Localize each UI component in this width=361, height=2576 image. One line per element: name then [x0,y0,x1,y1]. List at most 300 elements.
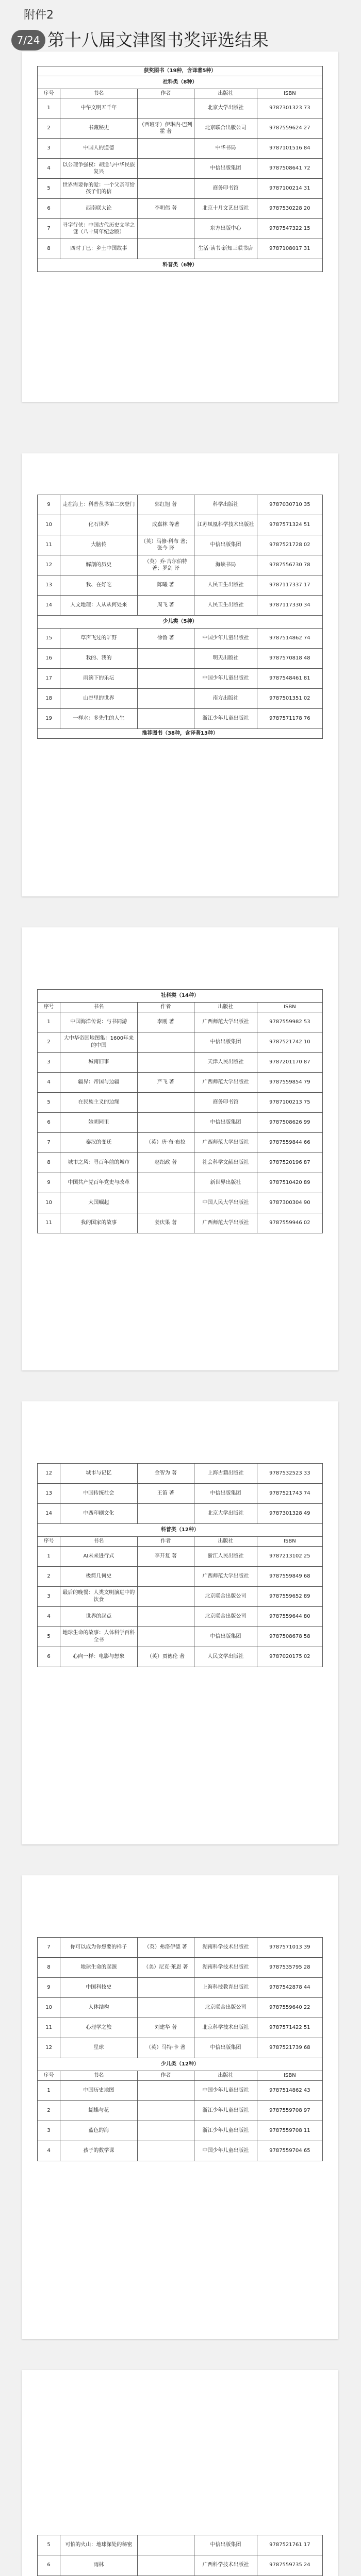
book-title: 心向一样：电影与想象 [60,1647,137,1667]
book-title: 在民族主义的边缘 [60,1092,137,1112]
book-author: （英）马特·卡 著 [137,2038,194,2058]
row-index: 7 [38,219,60,239]
book-author [137,2555,194,2575]
book-author: 成嘉林 等著 [137,515,194,535]
book-title: 极简几何史 [60,1566,137,1586]
row-index: 6 [38,1112,60,1132]
book-title: 大脑传 [60,535,137,555]
row-index: 12 [38,2038,60,2058]
table-header-row [38,89,323,98]
book-publisher: 北京联合出版公司 [194,1586,257,1606]
book-author [137,239,194,259]
row-index: 3 [38,139,60,159]
book-author [137,2080,194,2100]
row-index: 4 [38,159,60,179]
row-index: 9 [38,495,60,515]
book-author [137,1606,194,1626]
book-author: 周飞 著 [137,596,194,616]
table-row [38,575,323,596]
book-title: 中国传统社会 [60,1484,137,1504]
row-index: 5 [38,179,60,199]
book-title: 孩子的数学课 [60,2141,137,2161]
book-isbn: 9787514862 43 [257,2080,322,2100]
book-publisher: 商务印书馆 [194,179,257,199]
book-author [137,1112,194,1132]
book-isbn: 9787571422 51 [257,2018,322,2038]
book-isbn: 9787559946 02 [257,1213,322,1233]
book-publisher: 湖南科学技术出版社 [194,1958,257,1978]
book-publisher: 中信出版集团 [194,159,257,179]
book-author [137,2141,194,2161]
table-row [38,98,323,118]
book-author [137,689,194,709]
book-author: （英）乔·吉尔伯特 著；罗剑 译 [137,555,194,575]
book-author [137,139,194,159]
col-publisher-header: 出版社 [194,1537,257,1547]
book-publisher: 广西师范大学出版社 [194,1072,257,1092]
book-author [137,1566,194,1586]
book-title: 中国海洋传说：与书同游 [60,1012,137,1032]
book-isbn: 9787559704 65 [257,2141,322,2161]
table-row [38,1112,323,1132]
table-row [38,118,323,139]
book-title: 中西印刷文化 [60,1504,137,1524]
book-publisher: 广西师范大学出版社 [194,1132,257,1153]
book-author: （美）尼克·莱恩 著 [137,1958,194,1978]
row-index: 14 [38,1504,60,1524]
table-row [38,596,323,616]
book-isbn: 9787559652 89 [257,1586,322,1606]
row-index: 6 [38,199,60,219]
book-title: 可怕的火山：地球深处的秘密 [60,2535,137,2555]
book-publisher: 北京大学出版社 [194,98,257,118]
book-publisher: 社会科学文献出版社 [194,1153,257,1173]
book-title: 心理学之旅 [60,2018,137,2038]
col-index-header: 序号 [38,1537,60,1547]
book-publisher: 科学出版社 [194,495,257,515]
table-row [38,2038,323,2058]
table-row [38,239,323,259]
table-row [38,649,323,669]
book-publisher: 中信出版集团 [194,1484,257,1504]
book-publisher: 东方出版中心 [194,219,257,239]
row-index: 7 [38,1938,60,1958]
table-row [38,2080,323,2100]
row-index: 1 [38,98,60,118]
book-publisher: 人民卫生出版社 [194,575,257,596]
book-isbn: 9787520196 87 [257,1153,322,1173]
table-row [38,199,323,219]
row-index: 19 [38,709,60,729]
book-publisher: 中国少年儿童出版社 [194,629,257,649]
book-author [137,1998,194,2018]
book-author: （英）唐·布·布拉 [137,1132,194,1153]
book-isbn: 9787559624 27 [257,118,322,139]
book-isbn: 9787571013 39 [257,1938,322,1958]
book-publisher: 浙江少年儿童出版社 [194,2100,257,2121]
results-table-page-4 [37,1463,323,1667]
col-author-header: 作者 [137,1003,194,1012]
col-author-header: 作者 [137,89,194,98]
row-index: 16 [38,649,60,669]
table-row [38,1173,323,1193]
book-isbn: 9787301323 73 [257,98,322,118]
book-title: 城南旧事 [60,1052,137,1072]
book-isbn: 9787508678 58 [257,1626,322,1647]
col-isbn-header: ISBN [257,1003,322,1012]
book-publisher: 中国人民大学出版社 [194,1193,257,1213]
row-index: 11 [38,535,60,555]
book-author [137,2535,194,2555]
book-isbn: 9787559982 53 [257,1012,322,1032]
category-band-label: 少儿类（5种） [38,616,323,629]
category-band-label: 科普类（12种） [38,1524,323,1537]
row-index: 3 [38,1586,60,1606]
table-row [38,2121,323,2141]
book-isbn: 9787501351 02 [257,689,322,709]
book-publisher: 北京科学技术出版社 [194,2018,257,2038]
table-row [38,1998,323,2018]
row-index: 11 [38,1213,60,1233]
category-band [38,76,323,89]
row-index: 5 [38,2535,60,2555]
row-index: 12 [38,555,60,575]
book-author: （英）弗洛伊德 著 [137,1938,194,1958]
book-title: 地球生命的故事：人体科学百科全书 [60,1626,137,1647]
book-isbn: 9787301328 49 [257,1504,322,1524]
table-row [38,2141,323,2161]
book-author: 李刚 著 [137,1012,194,1032]
table-row [38,689,323,709]
col-isbn-header: ISBN [257,89,322,98]
table-row [38,2100,323,2121]
book-author: 赵绍政 著 [137,1153,194,1173]
book-title: 蓝色的海 [60,2121,137,2141]
book-isbn: 9787535795 28 [257,1958,322,1978]
book-title: 人体结构 [60,1998,137,2018]
book-author: 李明伟 著 [137,199,194,219]
book-isbn: 9787117330 34 [257,596,322,616]
book-isbn: 9787571324 51 [257,515,322,535]
category-band-label: 社科类（14种） [38,990,323,1003]
book-isbn: 9787559708 11 [257,2121,322,2141]
book-author: （西班牙）伊琳内·巴列霍 著 [137,118,194,139]
table-row [38,535,323,555]
row-index: 13 [38,575,60,596]
book-isbn: 9787547322 15 [257,219,322,239]
book-title: 中国人的道德 [60,139,137,159]
row-index: 8 [38,1958,60,1978]
row-index: 10 [38,1193,60,1213]
row-index: 18 [38,689,60,709]
book-isbn: 9787521739 68 [257,2038,322,2058]
book-isbn: 9787559644 80 [257,1606,322,1626]
col-author-header: 作者 [137,2071,194,2081]
row-index: 10 [38,1998,60,2018]
book-title: 大国崛起 [60,1193,137,1213]
book-publisher: 生活·读书·新知三联书店 [194,239,257,259]
book-isbn: 9787020175 02 [257,1647,322,1667]
book-publisher: 新世界出版社 [194,1173,257,1193]
table-row [38,669,323,689]
table-row [38,1193,323,1213]
book-isbn: 9787521728 02 [257,535,322,555]
book-author: 郭红旭 著 [137,495,194,515]
table-row [38,1464,323,1484]
document-title: 第十八届文津图书奖评选结果 [47,30,269,50]
book-publisher: 海峡书局 [194,555,257,575]
category-band [38,1524,323,1537]
book-isbn: 9787213102 25 [257,1546,322,1566]
table-row [38,1958,323,1978]
book-author [137,159,194,179]
book-title: 四时丁巳：乡土中国故事 [60,239,137,259]
table-row [38,1092,323,1112]
table-row [38,709,323,729]
row-index: 4 [38,2141,60,2161]
category-band-label: 少儿类（12种） [38,2058,323,2071]
book-title: 星球 [60,2038,137,2058]
book-author: 金智为 著 [137,1464,194,1484]
table-row [38,555,323,575]
book-publisher: 中国少年儿童出版社 [194,669,257,689]
document-page-2 [22,453,338,896]
book-publisher: 中信出版集团 [194,2038,257,2058]
table-row [38,1566,323,1586]
book-isbn: 9787100213 75 [257,1092,322,1112]
table-row [38,1647,323,1667]
book-publisher: 中信出版集团 [194,1032,257,1052]
book-author [137,1586,194,1606]
table-row [38,139,323,159]
book-title: 走在海上：科普丛书第二次登门 [60,495,137,515]
page-counter-pill: 7/24 [11,30,45,50]
book-publisher: 中信出版集团 [194,535,257,555]
annex-label: 附件2 [24,9,54,22]
book-publisher: 商务印书馆 [194,1092,257,1112]
award-section-band-label: 获奖图书（19种，含译著5种） [38,66,323,76]
book-author [137,1173,194,1193]
recommend-section-band-label: 推荐图书（38种，含译著13种） [38,729,323,739]
row-index: 5 [38,1092,60,1112]
book-title: 中华文明五千年 [60,98,137,118]
book-title: 大中华帝国地图集：1600年来的中国 [60,1032,137,1052]
book-title: 世界需要你的爱：一个父亲写给孩子们的信 [60,179,137,199]
table-row [38,219,323,239]
table-row [38,179,323,199]
book-author [137,179,194,199]
book-author: 王笛 著 [137,1484,194,1504]
book-title: 世界的起点 [60,1606,137,1626]
table-row [38,159,323,179]
book-publisher: 北京联合出版公司 [194,1998,257,2018]
book-publisher: 上海古籍出版社 [194,1464,257,1484]
book-author: 刘建华 著 [137,2018,194,2038]
book-publisher: 中国少年儿童出版社 [194,2141,257,2161]
col-author-header: 作者 [137,1537,194,1547]
table-row [38,1484,323,1504]
book-title: 我的、我的 [60,649,137,669]
row-index: 12 [38,1464,60,1484]
book-author: 严飞 著 [137,1072,194,1092]
book-isbn: 9787542878 44 [257,1978,322,1998]
row-index: 3 [38,2121,60,2141]
document-page-3 [22,927,338,1370]
book-author: 姜庆果 著 [137,1213,194,1233]
table-row [38,1012,323,1032]
col-index-header: 序号 [38,1003,60,1012]
table-row [38,2535,323,2555]
table-row [38,1132,323,1153]
book-publisher: 中华书局 [194,139,257,159]
document-page-4 [22,1401,338,1844]
book-title: 蝴蝶与花 [60,2100,137,2121]
col-title-header: 书名 [60,2071,137,2081]
book-isbn: 9787532523 33 [257,1464,322,1484]
category-band [38,990,323,1003]
book-publisher: 广西师范大学出版社 [194,1566,257,1586]
book-title: 以公理争强权：胡适与中华民族复兴 [60,159,137,179]
row-index: 4 [38,1606,60,1626]
results-table-page-5 [37,1937,323,2161]
results-table-page-2 [37,495,323,739]
row-index: 1 [38,1012,60,1032]
book-isbn: 9787521742 10 [257,1032,322,1052]
table-row [38,1586,323,1606]
row-index: 4 [38,1072,60,1092]
book-publisher: 北京大学出版社 [194,1504,257,1524]
book-title: 一样水：多先生的人生 [60,709,137,729]
row-index: 3 [38,1052,60,1072]
col-title-header: 书名 [60,1003,137,1012]
table-row [38,2018,323,2038]
book-author: （英）贾德伦 著 [137,1647,194,1667]
book-author [137,669,194,689]
book-title: AI未来进行式 [60,1546,137,1566]
table-row [38,1626,323,1647]
recommend-section-band [38,729,323,739]
book-publisher: 北京十月文艺出版社 [194,199,257,219]
book-author [137,649,194,669]
book-publisher: 中国少年儿童出版社 [194,2080,257,2100]
category-band [38,2058,323,2071]
col-title-header: 书名 [60,89,137,98]
book-publisher: 中信出版集团 [194,2535,257,2555]
book-isbn: 9787559708 97 [257,2100,322,2121]
book-publisher: 江苏凤凰科学技术出版社 [194,515,257,535]
table-row [38,1032,323,1052]
book-isbn: 9787100214 31 [257,179,322,199]
book-title: 中国共产党百年党史与改革 [60,1173,137,1193]
book-author [137,1626,194,1647]
book-isbn: 9787117337 17 [257,575,322,596]
book-title: 寻字行侠：中国古代历史文学之谜（八十周年纪念版） [60,219,137,239]
col-index-header: 序号 [38,2071,60,2081]
book-publisher: 中信出版集团 [194,1626,257,1647]
row-index: 2 [38,2100,60,2121]
book-isbn: 9787570818 48 [257,649,322,669]
book-title: 城市与记忆 [60,1464,137,1484]
book-author [137,2100,194,2121]
book-publisher: 浙江人民出版社 [194,1546,257,1566]
category-band [38,259,323,272]
book-author [137,1978,194,1998]
book-publisher: 湖南科学技术出版社 [194,1938,257,1958]
col-publisher-header: 出版社 [194,89,257,98]
book-publisher: 明天出版社 [194,649,257,669]
book-author: 李开复 著 [137,1546,194,1566]
col-publisher-header: 出版社 [194,1003,257,1012]
table-row [38,495,323,515]
table-row [38,1606,323,1626]
book-isbn: 9787201170 87 [257,1052,322,1072]
book-isbn: 9787559844 66 [257,1132,322,1153]
book-publisher: 人民卫生出版社 [194,596,257,616]
row-index: 8 [38,239,60,259]
book-publisher: 广西师范大学出版社 [194,1213,257,1233]
row-index: 8 [38,1153,60,1173]
book-publisher: 天津人民出版社 [194,1052,257,1072]
table-row [38,2555,323,2575]
table-row [38,1072,323,1092]
book-isbn: 9787030710 35 [257,495,322,515]
book-isbn: 9787508626 99 [257,1112,322,1132]
book-isbn: 9787510420 89 [257,1173,322,1193]
row-index: 7 [38,1132,60,1153]
row-index: 11 [38,2018,60,2038]
row-index: 10 [38,515,60,535]
book-isbn: 9787559640 22 [257,1998,322,2018]
table-row [38,1213,323,1233]
document-page-1 [22,52,338,402]
row-index: 2 [38,1566,60,1586]
row-index: 6 [38,1647,60,1667]
book-isbn: 9787514862 74 [257,629,322,649]
book-title: 你可以成为你想要的样子 [60,1938,137,1958]
row-index: 15 [38,629,60,649]
book-publisher: 广西师范大学出版社 [194,1012,257,1032]
book-author [137,1504,194,1524]
row-index: 5 [38,1626,60,1647]
book-publisher: 北京联合出版公司 [194,118,257,139]
book-publisher: 上海科技教育出版社 [194,1978,257,1998]
book-author: 陈曦 著 [137,575,194,596]
col-index-header: 序号 [38,89,60,98]
book-title: 雨滴下的乐坛 [60,669,137,689]
row-index: 17 [38,669,60,689]
row-index: 14 [38,596,60,616]
book-isbn: 9787556730 78 [257,555,322,575]
results-table-page-3 [37,989,323,1233]
table-row [38,1153,323,1173]
book-author [137,98,194,118]
row-index: 9 [38,1173,60,1193]
category-band-label: 科普类（6种） [38,259,323,272]
book-publisher: 广西科学技术出版社 [194,2555,257,2575]
col-publisher-header: 出版社 [194,2071,257,2081]
book-isbn: 9787559849 68 [257,1566,322,1586]
book-title: 雨林 [60,2555,137,2575]
book-publisher: 中信出版集团 [194,1112,257,1132]
book-title: 化石世界 [60,515,137,535]
book-title: 秦汉的变迁 [60,1132,137,1153]
book-title: 西南联大论 [60,199,137,219]
book-title: 中国科技史 [60,1978,137,1998]
table-header-row [38,2071,323,2081]
book-author [137,1092,194,1112]
book-author [137,1032,194,1052]
book-author [137,1193,194,1213]
